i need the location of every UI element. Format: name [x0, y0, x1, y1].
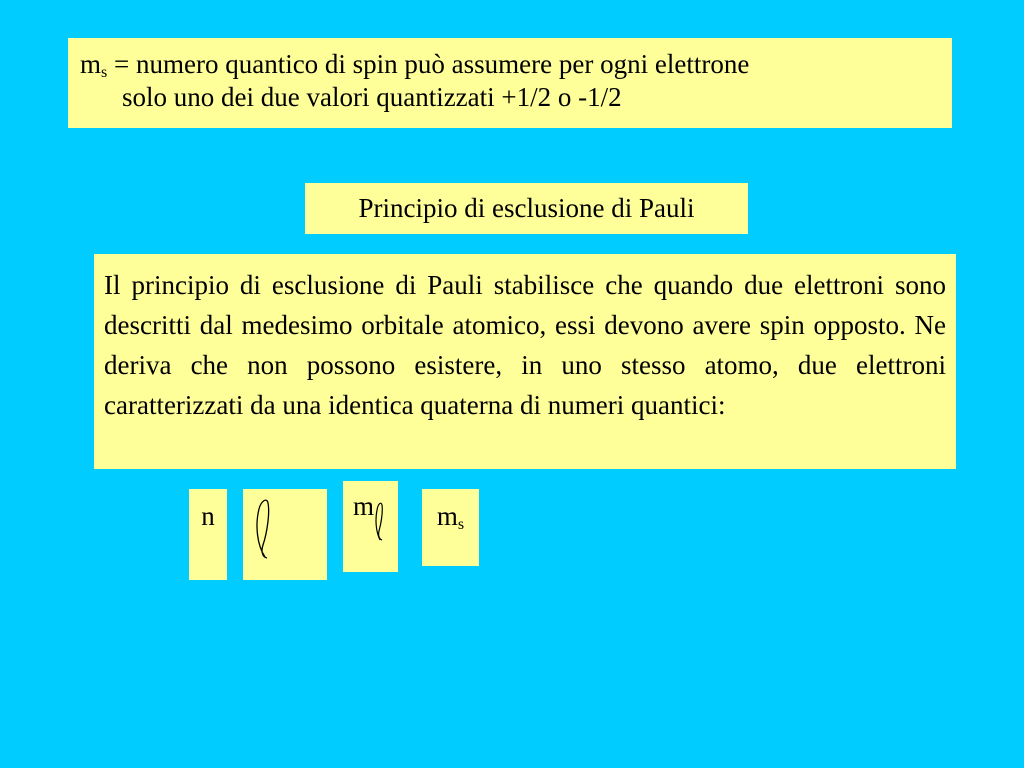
script-l-subscript-glyph	[373, 498, 387, 542]
quantum-number-ms-box	[422, 489, 479, 566]
quantum-number-l-box	[243, 489, 327, 580]
ms-symbol: m	[80, 49, 102, 79]
ms-subscript: s	[101, 64, 108, 81]
ml-symbol: m	[353, 491, 375, 521]
ms-box-symbol: m	[436, 501, 458, 531]
ms-definition-line2: solo uno dei due valori quantizzati +1/2 o -1/2	[122, 82, 622, 112]
ms-definition-box	[68, 38, 952, 128]
pauli-heading: Principio di esclusione di Pauli	[358, 193, 695, 223]
quantum-number-n: n	[201, 501, 215, 531]
pauli-paragraph: Il principio di esclusione di Pauli stabilisce che quando due elettroni sono descritti dal medesimo orbitale atomico, essi devono avere spin opposto. Ne deriva che non possono esistere, in uno stesso atomo, due elettroni caratterizzati da una identica quaterna di numeri quantici:	[104, 270, 946, 420]
quantum-number-n-box	[189, 489, 227, 580]
pauli-paragraph-box	[94, 254, 956, 469]
quantum-number-ml-box	[343, 481, 398, 572]
pauli-heading-box	[305, 183, 748, 234]
ms-definition-line1	[80, 48, 940, 81]
ms-definition-text: = numero quantico di spin può assumere per ogni elettrone	[107, 49, 750, 79]
script-l-glyph	[251, 495, 281, 561]
ms-box-subscript: s	[457, 516, 465, 533]
